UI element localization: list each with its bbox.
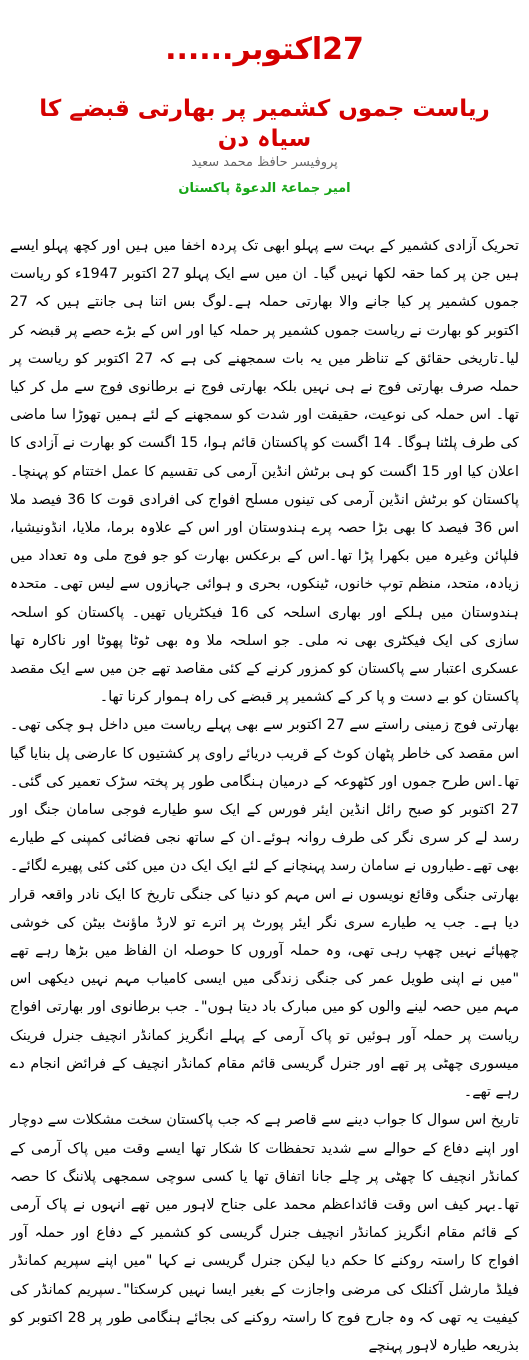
paragraph: تاریخ اس سوال کا جواب دینے سے قاصر ہے کہ جب پاکستان سخت مشکلات سے دوچار اور اپنے دفاع کے حوالے سے شدید تحفظات کا شکار تھا ایسے وقت میں پاک آرمی کے کمانڈر انچیف کا چھٹی پر چلے جانا اتفاق تھا یا کسی سوچی سمجھی پلاننگ کا حصہ تھا۔بہر کیف اس وقت قائداعظم محمد علی جناح لاہور میں تھے انہوں نے پاک آرمی کے قائم مقام انگریز کمانڈر انچیف جنرل گریسی کو کشمیر کے دفاع اور حملہ آور افواج کا راستہ روکنے کا حکم دیا لیکن جنرل گریسی نے کہا "میں اپنے سپریم کمانڈر فیلڈ مارشل آکنلک کی مرضی واجازت کے بغیر ایسا نہیں کرسکتا"۔سپریم کمانڈر کی کیفیت یہ تھی کہ وہ جارح فوج کا راستہ روکنے کی بجائے ہنگامی طور پر 28 اکتوبر کو بذریعہ طیارہ لاہور پہنچے xyxy=(10,1112,519,1354)
author-organization: امیر جماعۃ الدعوۃ پاکستان xyxy=(178,181,351,196)
paragraph: تحریک آزادی کشمیر کے بہت سے پہلو ابھی تک پردہ اخفا میں ہیں اور کچھ پہلو ایسے ہیں جن پر کما حقہ لکھا نہیں گیا۔ ان میں سے ایک پہلو 27 اکتوبر 1947ء کو ریاست جموں کشمیر پر کیا جانے والا بھارتی حملہ ہے۔لوگ بس اتنا ہی جانتے ہیں کہ 27 اکتوبر کو بھارت نے ریاست جموں کشمیر پر حملہ کیا اور اس کے بڑے حصے پر قبضہ کر لیا۔تاریخی حقائق کے تناظر میں یہ بات سمجھنے کی ہے کہ 27 اکتوبر کو ریاست پر حملہ صرف بھارتی فوج نے ہی نہیں بلکہ بھارتی فوج نے برطانوی فوج سے مل کر کیا تھا۔ اس حملہ کی نوعیت، حقیقت اور شدت کو سمجھنے کے لئے ہمیں تھوڑا سا ماضی کی طرف پلٹنا ہوگا۔ 14 اگست کو پاکستان قائم ہوا، 15 اگست کو بھارت نے آزادی کا اعلان کیا اور 15 اگست کو ہی برٹش انڈین آرمی کی تقسیم کا عمل اختتام کو پہنچا۔ پاکستان کو برٹش انڈین آرمی کی تینوں مسلح افواج کی افرادی قوت کا 36 فیصد ملا اس 36 فیصد کا بھی بڑا حصہ پرے ہندوستان اور اس کے علاوہ برما، ملایا، انڈونیشیا، فلپائن وغیرہ میں بکھرا پڑا تھا۔اس کے برعکس بھارت کو جو فوج ملی وہ تعداد میں زیادہ، متحد، منظم توپ خانوں، ٹینکوں، بحری و ہوائی جہازوں سے لیس تھی۔ متحدہ ہندوستان میں ہلکے اور بھاری اسلحہ کی 16 فیکٹریاں تھیں۔ پاکستان کو اسلحہ سازی کی ایک فیکٹری بھی نہ ملی۔ جو اسلحہ ملا وہ بھی ٹوٹا پھوٹا اور ناکارہ تھا عسکری اعتبار سے پاکستان کو کمزور کرنے کے کئی مقاصد تھے جن میں سے ایک مقصد پاکستان کو بے دست و پا کر کے کشمیر پر قبضے کی راہ ہموار کرنا تھا۔ xyxy=(10,238,520,706)
article-subtitle: ریاست جموں کشمیر پر بھارتی قبضے کا سیاہ دن xyxy=(39,96,490,152)
paragraph: بھارتی فوج زمینی راستے سے 27 اکتوبر سے بھی پہلے ریاست میں داخل ہو چکی تھی۔اس مقصد کی خاطر پٹھان کوٹ کے قریب دریائے راوی پر کشتیوں کا عارضی پل بنایا گیا تھا۔اس طرح جموں اور کٹھوعہ کے درمیان ہنگامی طور پر پختہ سڑک تعمیر کی گئی۔ 27 اکتوبر کو صبح رائل انڈین ایئر فورس کے ایک سو طیارے فوجی سامان جنگ اور رسد لے کر سری نگر کی طرف روانہ ہوئے۔ان کے ساتھ نجی فضائی کمپنی کے طیارے بھی تھے۔طیاروں نے سامان رسد پہنچانے کے لئے ایک ایک دن میں کئی کئی پھیرے لگائے۔ بھارتی جنگی وقائع نویسوں نے اس مہم کو دنیا کی جنگی تاریخ کا ایک نادر واقعہ قرار دیا ہے۔ جب یہ طیارے سری نگر ایئر پورٹ پر اترے تو لارڈ ماؤنٹ بیٹن کی خوشی چھپائے نہیں چھپ رہی تھی، وہ حملہ آوروں کا حوصلہ ان الفاظ میں بڑھا رہے تھے "میں نے اپنی طویل عمر کی جنگی زندگی میں ایسی کامیاب مہم نہیں دیکھی اس مہم میں حصہ لینے والوں کو میں مبارک باد دیتا ہوں"۔ جب برطانوی اور بھارتی افواج ریاست پر حملہ آور ہوئیں تو پاک آرمی کے پہلے انگریز کمانڈر انچیف جنرل فرینک میسوری چھٹی پر تھے اور جنرل گریسی قائم مقام کمانڈر انچیف کے فرائض انجام دے رہے تھے۔ xyxy=(10,717,519,1101)
author-name: پروفیسر حافظ محمد سعید xyxy=(191,155,338,170)
article-title: 27اکتوبر...... xyxy=(165,32,364,67)
article-body xyxy=(10,232,519,1360)
